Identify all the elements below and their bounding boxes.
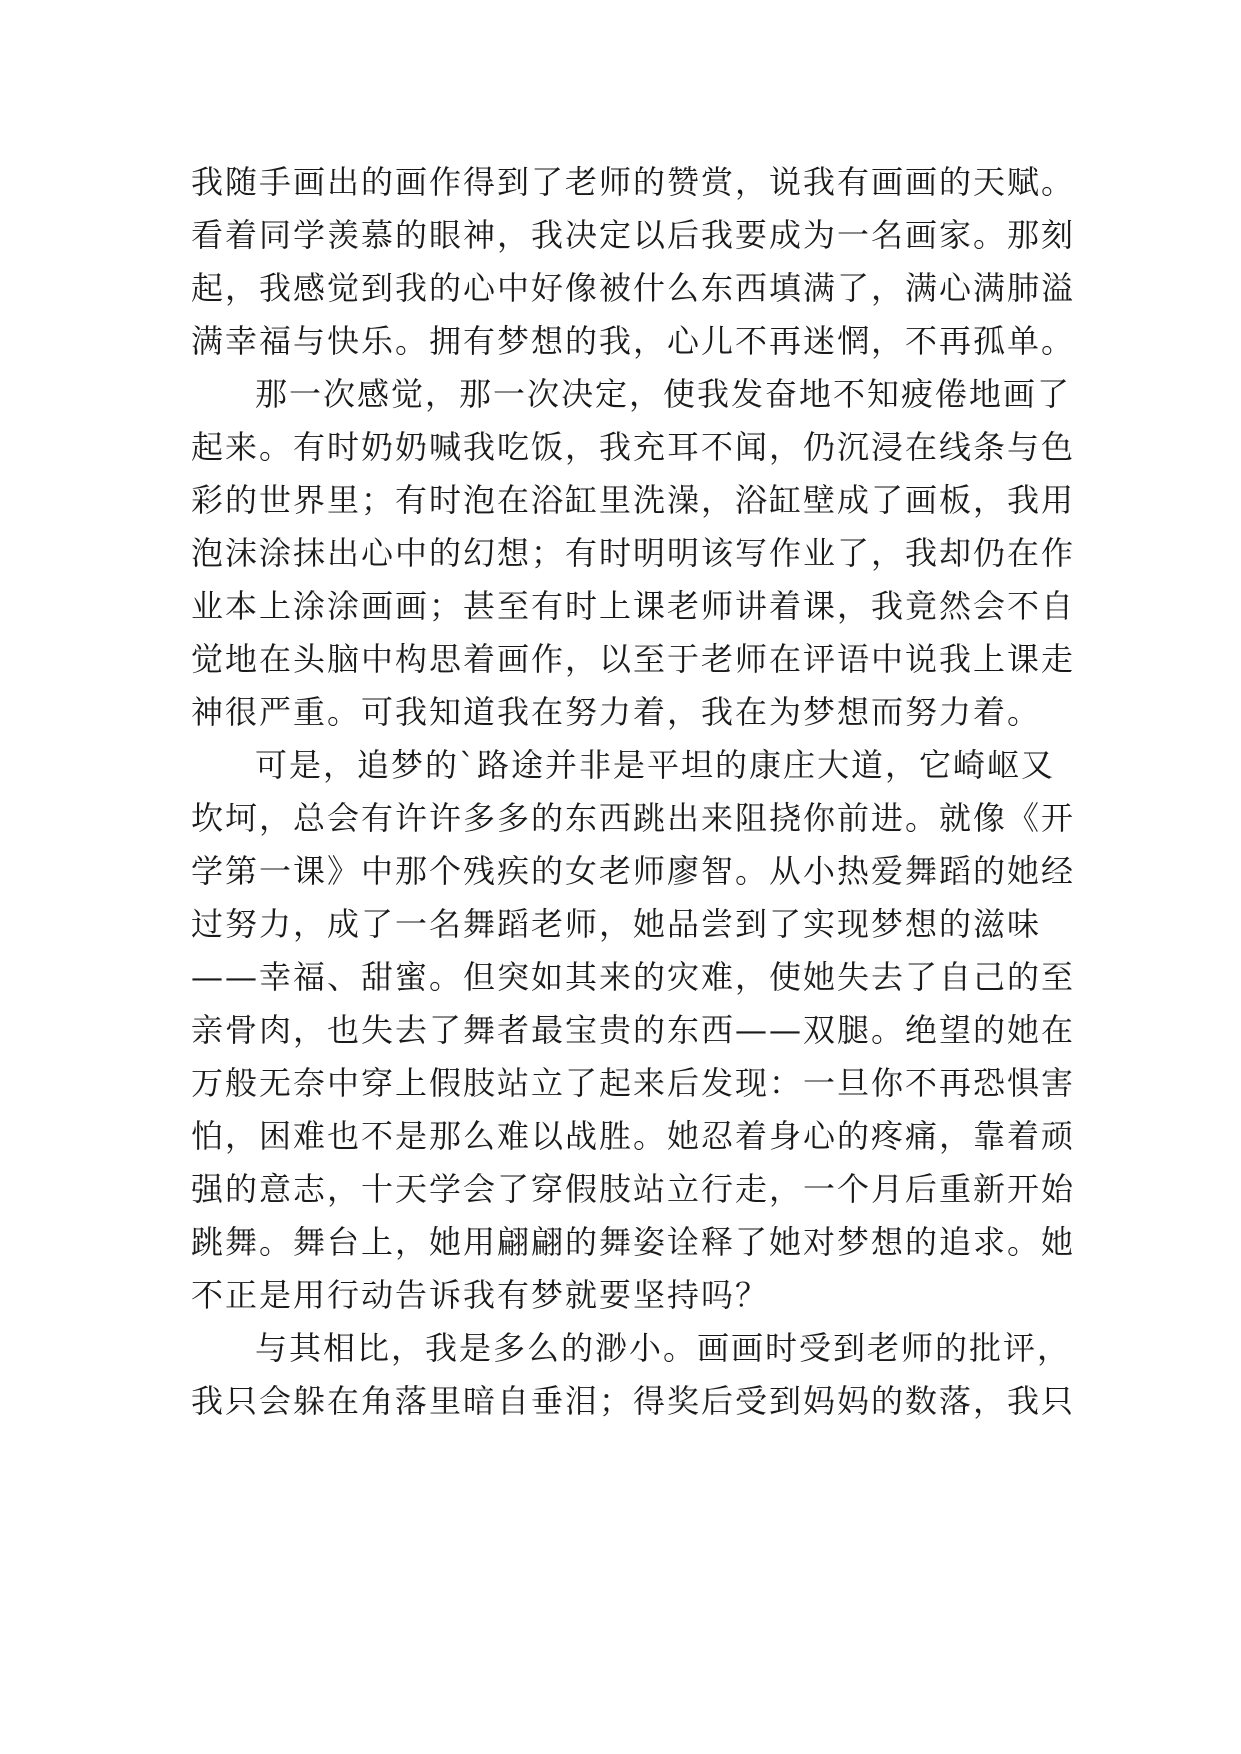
text-line: 神很严重。可我知道我在努力着，我在为梦想而努力着。: [191, 693, 1042, 731]
text-line: 彩的世界里；有时泡在浴缸里洗澡，浴缸壁成了画板，我用: [191, 481, 1076, 519]
text-line: 学第一课》中那个残疾的女老师廖智。从小热爱舞蹈的她经: [191, 852, 1076, 890]
text-line: 万般无奈中穿上假肢站立了起来后发现：一旦你不再恐惧害: [191, 1064, 1076, 1102]
text-line: 业本上涂涂画画；甚至有时上课老师讲着课，我竟然会不自: [191, 587, 1076, 625]
text-line: 坎坷，总会有许许多多的东西跳出来阻挠你前进。就像《开: [191, 799, 1076, 837]
text-line: 泡沫涂抹出心中的幻想；有时明明该写作业了，我却仍在作: [191, 534, 1076, 572]
text-line: 起来。有时奶奶喊我吃饭，我充耳不闻，仍沉浸在线条与色: [191, 428, 1076, 466]
text-line: 亲骨肉，也失去了舞者最宝贵的东西——双腿。绝望的她在: [191, 1011, 1076, 1049]
text-line: ——幸福、甜蜜。但突如其来的灾难，使她失去了自己的至: [191, 958, 1076, 996]
text-line: 起，我感觉到我的心中好像被什么东西填满了，满心满肺溢: [191, 269, 1076, 307]
paragraph-start-line: 那一次感觉，那一次决定，使我发奋地不知疲倦地画了: [255, 375, 1072, 413]
text-line: 我只会躲在角落里暗自垂泪；得奖后受到妈妈的数落，我只: [191, 1382, 1076, 1420]
text-line: 不正是用行动告诉我有梦就要坚持吗？: [191, 1276, 770, 1314]
text-line: 强的意志，十天学会了穿假肢站立行走，一个月后重新开始: [191, 1170, 1076, 1208]
text-line: 我随手画出的画作得到了老师的赞赏，说我有画画的天赋。: [191, 163, 1076, 201]
text-line: 过努力，成了一名舞蹈老师，她品尝到了实现梦想的滋味: [191, 905, 1042, 943]
paragraph-start-line: 与其相比，我是多么的渺小。画画时受到老师的批评，: [255, 1329, 1072, 1367]
text-line: 觉地在头脑中构思着画作，以至于老师在评语中说我上课走: [191, 640, 1076, 678]
text-line: 看着同学羡慕的眼神，我决定以后我要成为一名画家。那刻: [191, 216, 1076, 254]
text-line: 跳舞。舞台上，她用翩翩的舞姿诠释了她对梦想的追求。她: [191, 1223, 1076, 1261]
text-line: 怕，困难也不是那么难以战胜。她忍着身心的疼痛，靠着顽: [191, 1117, 1076, 1155]
paragraph-start-line: 可是，追梦的`路途并非是平坦的康庄大道，它崎岖又: [255, 746, 1056, 784]
text-line: 满幸福与快乐。拥有梦想的我，心儿不再迷惘，不再孤单。: [191, 322, 1076, 360]
